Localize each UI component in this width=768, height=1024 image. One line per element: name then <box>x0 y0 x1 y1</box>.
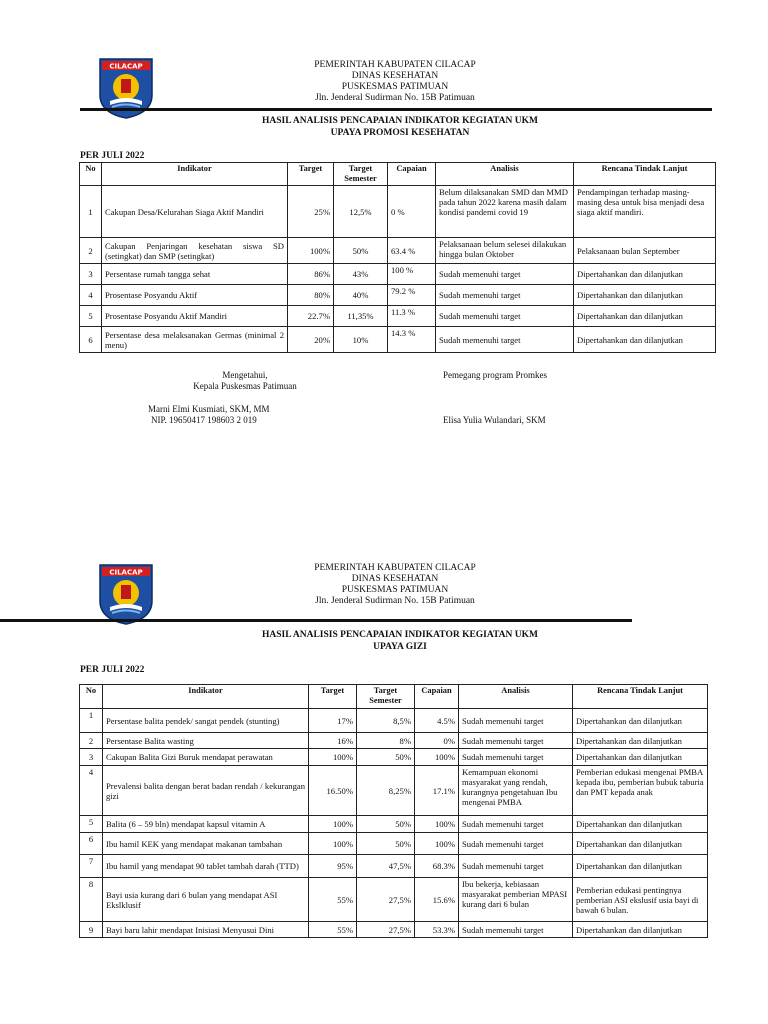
table-row <box>80 306 716 327</box>
row-capaian: 4.5% <box>415 709 459 733</box>
section1-period: PER JULI 2022 <box>80 151 145 161</box>
row-analisis: Pelaksanaan belum selesei dilakukan hingga bulan Oktober <box>436 238 574 264</box>
row-indikator: Bayi baru lahir mendapat Inisiasi Menyusui Dini <box>103 922 309 938</box>
section2-title-line1: HASIL ANALISIS PENCAPAIAN INDIKATOR KEGIATAN UKM <box>262 630 538 640</box>
cilacap-logo <box>96 55 156 121</box>
table-header-row <box>80 685 708 709</box>
row-no: 3 <box>80 264 102 285</box>
row-no: 3 <box>80 749 103 766</box>
row-analisis: Ibu bekerja, kebiasaan masyarakat pemberian MPASI kurang dari 6 bulan <box>459 878 573 922</box>
row-capaian: 100 % <box>388 264 436 285</box>
row-rtl: Pendampingan terhadap masing-masing desa untuk bisa menjadi desa siaga aktif mandiri. <box>574 186 716 238</box>
row-target: 100% <box>288 238 334 264</box>
row-target-semester: 8,5% <box>357 709 415 733</box>
row-target-semester: 27,5% <box>357 878 415 922</box>
row-indikator: Prevalensi balita dengan berat badan rendah / kekurangan gizi <box>103 766 309 816</box>
row-rtl: Dipertahankan dan dilanjutkan <box>573 816 708 833</box>
row-no: 1 <box>80 186 102 238</box>
col-indikator: Indikator <box>103 685 309 709</box>
row-rtl: Dipertahankan dan dilanjutkan <box>573 855 708 878</box>
row-target-semester: 50% <box>357 749 415 766</box>
row-no: 6 <box>80 327 102 353</box>
row-indikator: Prosentase Posyandu Aktif <box>102 285 288 306</box>
row-capaian: 68.3% <box>415 855 459 878</box>
row-analisis: Sudah memenuhi target <box>459 922 573 938</box>
row-target-semester: 43% <box>334 264 388 285</box>
row-rtl: Dipertahankan dan dilanjutkan <box>573 749 708 766</box>
section1-title-line1: HASIL ANALISIS PENCAPAIAN INDIKATOR KEGIATAN UKM <box>262 116 538 126</box>
col-no: No <box>80 163 102 186</box>
row-no: 5 <box>80 306 102 327</box>
row-capaian: 100% <box>415 816 459 833</box>
table-header-row <box>80 163 716 186</box>
row-target: 86% <box>288 264 334 285</box>
row-no: 9 <box>80 922 103 938</box>
row-no: 4 <box>80 766 103 816</box>
section2-period: PER JULI 2022 <box>80 665 145 675</box>
row-target: 80% <box>288 285 334 306</box>
row-analisis: Sudah memenuhi target <box>459 833 573 855</box>
row-capaian: 100% <box>415 833 459 855</box>
row-target-semester: 50% <box>357 833 415 855</box>
row-no: 5 <box>80 816 103 833</box>
col-target: Target <box>288 163 334 186</box>
row-target: 16% <box>309 733 357 749</box>
row-analisis: Sudah memenuhi target <box>436 327 574 353</box>
row-target-semester: 12,5% <box>334 186 388 238</box>
row-no: 1 <box>80 709 103 733</box>
approver-label: Mengetahui, <box>222 370 268 380</box>
row-indikator: Ibu hamil yang mendapat 90 tablet tambah darah (TTD) <box>103 855 309 878</box>
row-analisis: Sudah memenuhi target <box>459 749 573 766</box>
row-rtl: Dipertahankan dan dilanjutkan <box>573 733 708 749</box>
row-rtl: Dipertahankan dan dilanjutkan <box>573 833 708 855</box>
row-indikator: Persentase Balita wasting <box>103 733 309 749</box>
row-target: 95% <box>309 855 357 878</box>
row-target: 22.7% <box>288 306 334 327</box>
letterhead-line3: PUSKESMAS PATIMUAN <box>341 82 449 92</box>
row-indikator: Cakupan Desa/Kelurahan Siaga Aktif Mandiri <box>102 186 288 238</box>
col-target-semester: Target Semester <box>334 163 388 186</box>
col-capaian: Capaian <box>415 685 459 709</box>
row-rtl: Dipertahankan dan dilanjutkan <box>574 264 716 285</box>
letterhead-line3: PUSKESMAS PATIMUAN <box>341 585 449 595</box>
row-analisis: Sudah memenuhi target <box>436 306 574 327</box>
section2-title <box>200 630 600 653</box>
row-capaian: 15.6% <box>415 878 459 922</box>
table-row <box>80 186 716 238</box>
col-indikator: Indikator <box>102 163 288 186</box>
section1-title <box>200 116 600 139</box>
letterhead-divider <box>0 619 632 622</box>
section2-title-line2: UPAYA GIZI <box>373 641 427 652</box>
row-capaian: 14.3 % <box>388 327 436 353</box>
row-analisis: Sudah memenuhi target <box>436 285 574 306</box>
row-target: 55% <box>309 878 357 922</box>
row-no: 6 <box>80 833 103 855</box>
row-indikator: Ibu hamil KEK yang mendapat makanan tambahan <box>103 833 309 855</box>
row-analisis: Sudah memenuhi target <box>459 816 573 833</box>
row-analisis: Kemampuan ekonomi masyarakat yang rendah, kurangnya pengetahuan Ibu mengenai PMBA <box>459 766 573 816</box>
row-target-semester: 50% <box>334 238 388 264</box>
row-capaian: 0 % <box>388 186 436 238</box>
row-rtl: Dipertahankan dan dilanjutkan <box>573 709 708 733</box>
row-target-semester: 8,25% <box>357 766 415 816</box>
table-row <box>80 766 708 816</box>
row-target: 100% <box>309 833 357 855</box>
row-target-semester: 11,35% <box>334 306 388 327</box>
row-indikator: Cakupan Penjaringan kesehatan siswa SD (setingkat) dan SMP (setingkat) <box>102 238 288 264</box>
row-no: 8 <box>80 878 103 922</box>
row-analisis: Belum dilaksanakan SMD dan MMD pada tahun 2022 karena masih dalam kondisi pandemi covid 19 <box>436 186 574 238</box>
row-target-semester: 47,5% <box>357 855 415 878</box>
letterhead-line2: DINAS KESEHATAN <box>351 71 439 81</box>
row-rtl: Dipertahankan dan dilanjutkan <box>574 306 716 327</box>
row-rtl: Dipertahankan dan dilanjutkan <box>573 922 708 938</box>
letterhead <box>230 563 560 607</box>
row-target: 100% <box>309 749 357 766</box>
row-capaian: 79.2 % <box>388 285 436 306</box>
row-target: 16.50% <box>309 766 357 816</box>
row-target-semester: 27,5% <box>357 922 415 938</box>
promkes-table <box>79 162 716 353</box>
col-rtl: Rencana Tindak Lanjut <box>573 685 708 709</box>
row-analisis: Sudah memenuhi target <box>459 709 573 733</box>
row-indikator: Prosentase Posyandu Aktif Mandiri <box>102 306 288 327</box>
svg-text:CILACAP: CILACAP <box>109 568 143 577</box>
letterhead <box>230 60 560 104</box>
row-target-semester: 10% <box>334 327 388 353</box>
row-analisis: Sudah memenuhi target <box>459 733 573 749</box>
letterhead-address: Jln. Jenderal Sudirman No. 15B Patimuan <box>315 596 475 606</box>
section1-title-line2: UPAYA PROMOSI KESEHATAN <box>330 127 470 138</box>
program-holder-label: Pemegang program Promkes <box>443 370 547 380</box>
cilacap-logo <box>96 561 156 627</box>
table-row <box>80 733 708 749</box>
row-rtl: Dipertahankan dan dilanjutkan <box>574 327 716 353</box>
row-target: 25% <box>288 186 334 238</box>
row-no: 2 <box>80 238 102 264</box>
approver-position: Kepala Puskesmas Patimuan <box>193 381 297 391</box>
row-capaian: 63.4 % <box>388 238 436 264</box>
col-analisis: Analisis <box>436 163 574 186</box>
letterhead-line1: PEMERINTAH KABUPATEN CILACAP <box>314 60 476 70</box>
row-target-semester: 8% <box>357 733 415 749</box>
row-target: 55% <box>309 922 357 938</box>
row-analisis: Sudah memenuhi target <box>436 264 574 285</box>
table-row <box>80 285 716 306</box>
col-target: Target <box>309 685 357 709</box>
row-rtl: Dipertahankan dan dilanjutkan <box>574 285 716 306</box>
row-no: 4 <box>80 285 102 306</box>
col-target-semester: Target Semester <box>357 685 415 709</box>
row-target: 20% <box>288 327 334 353</box>
table-row <box>80 833 708 855</box>
table-row <box>80 238 716 264</box>
program-holder-name: Elisa Yulia Wulandari, SKM <box>443 415 546 425</box>
row-capaian: 11.3 % <box>388 306 436 327</box>
table-row <box>80 816 708 833</box>
row-rtl: Pelaksanaan bulan September <box>574 238 716 264</box>
table-row <box>80 855 708 878</box>
row-rtl: Pemberian edukasi pentingnya pemberian ASI ekslusif usia bayi di bawah 6 bulan. <box>573 878 708 922</box>
row-capaian: 17.1% <box>415 766 459 816</box>
col-no: No <box>80 685 103 709</box>
approver-block <box>190 370 300 381</box>
row-indikator: Balita (6 – 59 bln) mendapat kapsul vitamin A <box>103 816 309 833</box>
row-indikator: Persentase rumah tangga sehat <box>102 264 288 285</box>
row-target-semester: 50% <box>357 816 415 833</box>
letterhead-divider <box>80 108 712 111</box>
row-target: 100% <box>309 816 357 833</box>
table-row <box>80 749 708 766</box>
row-indikator: Persentase balita pendek/ sangat pendek (stunting) <box>103 709 309 733</box>
row-indikator: Cakupan Balita Gizi Buruk mendapat perawatan <box>103 749 309 766</box>
table-row <box>80 709 708 733</box>
col-rtl: Rencana Tindak Lanjut <box>574 163 716 186</box>
row-no: 7 <box>80 855 103 878</box>
table-row <box>80 878 708 922</box>
row-analisis: Sudah memenuhi target <box>459 855 573 878</box>
table-row <box>80 922 708 938</box>
row-capaian: 53.3% <box>415 922 459 938</box>
row-target-semester: 40% <box>334 285 388 306</box>
approver-name: Marni Elmi Kusmiati, SKM, MM <box>148 404 270 414</box>
svg-text:CILACAP: CILACAP <box>109 62 143 71</box>
letterhead-line1: PEMERINTAH KABUPATEN CILACAP <box>314 563 476 573</box>
col-capaian: Capaian <box>388 163 436 186</box>
row-no: 2 <box>80 733 103 749</box>
table-row <box>80 327 716 353</box>
row-target: 17% <box>309 709 357 733</box>
row-indikator: Persentase desa melaksanakan Germas (minimal 2 menu) <box>102 327 288 353</box>
col-analisis: Analisis <box>459 685 573 709</box>
row-indikator: Bayi usia kurang dari 6 bulan yang mendapat ASI Ekslklusif <box>103 878 309 922</box>
row-rtl: Pemberian edukasi mengenai PMBA kepada ibu, pemberian bubuk taburia dan PMT kepada anak <box>573 766 708 816</box>
letterhead-address: Jln. Jenderal Sudirman No. 15B Patimuan <box>315 93 475 103</box>
row-capaian: 0% <box>415 733 459 749</box>
row-capaian: 100% <box>415 749 459 766</box>
approver-nip: NIP. 19650417 198603 2 019 <box>151 415 257 425</box>
letterhead-line2: DINAS KESEHATAN <box>351 574 439 584</box>
table-row <box>80 264 716 285</box>
gizi-table <box>79 684 708 938</box>
